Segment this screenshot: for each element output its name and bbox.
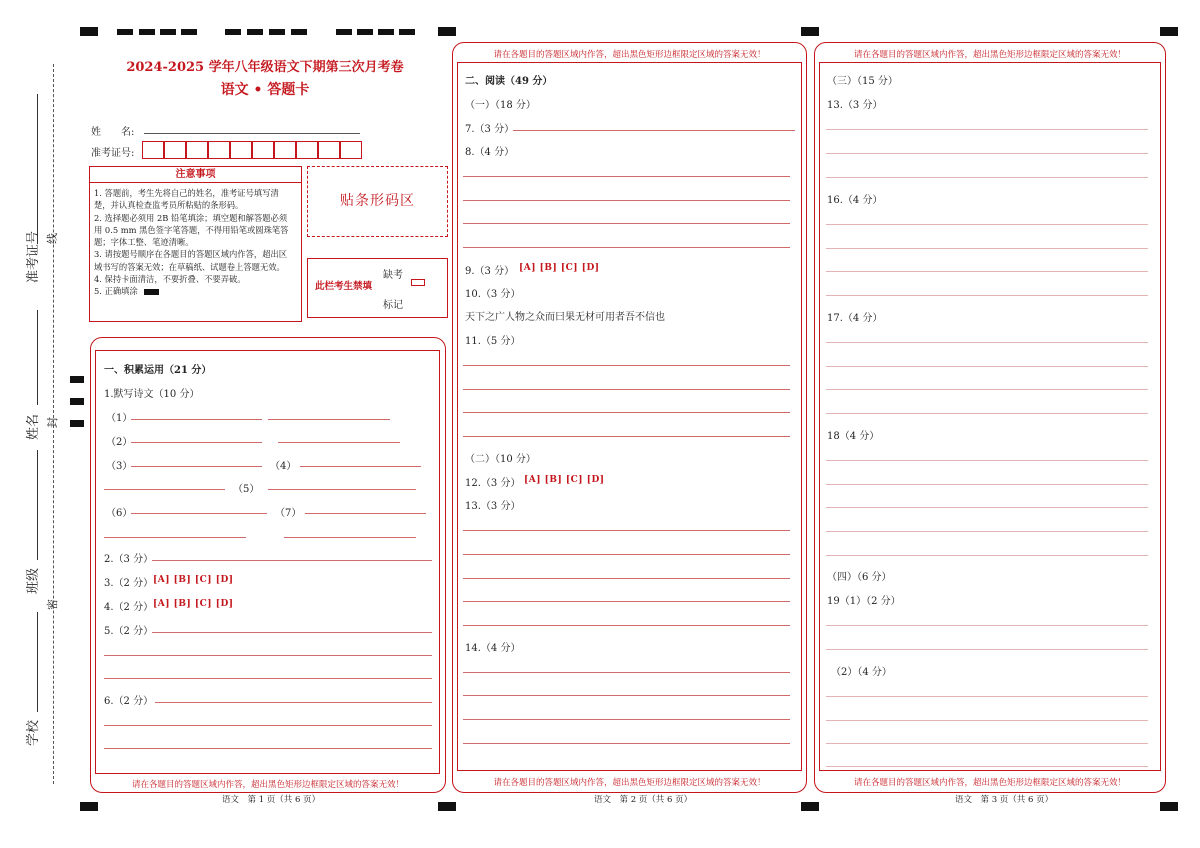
page-footer-3: 语文 第 3 页（共 6 页）	[955, 795, 1054, 805]
timing-mark	[80, 27, 98, 36]
notice-title: 注意事项	[90, 167, 301, 183]
q4-choices[interactable]: [A] [B] [C] [D]	[153, 599, 234, 609]
answer-line[interactable]	[278, 442, 400, 443]
answer-line[interactable]	[826, 224, 1148, 225]
answer-line[interactable]	[463, 601, 790, 602]
notice-item: 5. 正确填涂	[94, 285, 295, 297]
timing-mark	[378, 29, 394, 35]
side-line-id	[37, 94, 38, 244]
answer-line[interactable]	[826, 342, 1148, 343]
answer-line[interactable]	[826, 766, 1148, 767]
answer-line[interactable]	[826, 625, 1148, 626]
answer-line[interactable]	[463, 625, 790, 626]
answer-line[interactable]	[463, 223, 790, 224]
warning-text: 请在各题目的答题区域内作答，超出黑色矩形边框限定区域的答案无效！	[131, 780, 404, 790]
q16-label: 16.（4 分）	[827, 195, 883, 206]
timing-mark	[117, 29, 133, 35]
exam-subtitle: 语文 • 答题卡	[220, 82, 310, 98]
answer-line[interactable]	[826, 153, 1148, 154]
side-label-id: 准考证号	[26, 230, 41, 283]
answer-line[interactable]	[463, 436, 790, 437]
answer-line[interactable]	[463, 365, 790, 366]
blank-label: （4）	[270, 461, 297, 472]
timing-mark	[336, 29, 352, 35]
answer-line[interactable]	[463, 176, 790, 177]
warning-text: 请在各题目的答题区域内作答，超出黑色矩形边框限定区域的答案无效！	[853, 50, 1126, 60]
answer-line[interactable]	[826, 129, 1148, 130]
answer-line[interactable]	[463, 247, 790, 248]
timing-mark	[70, 420, 84, 427]
exam-title: 2024-2025 学年八年级语文下期第三次月考卷	[126, 60, 404, 75]
answer-line[interactable]	[826, 649, 1148, 650]
q10-label: 10.（3 分）	[465, 289, 521, 300]
notice-item: 4. 保持卡面清洁，不要折叠、不要弄破。	[94, 274, 246, 285]
page-footer-1: 语文 第 1 页（共 6 页）	[222, 795, 321, 805]
q12-label: 12.（3 分）	[465, 478, 521, 489]
side-label-name: 姓名	[26, 413, 41, 440]
answer-line[interactable]	[826, 389, 1148, 390]
notice-item: 1. 答题前，考生先将自己的姓名，准考证号填写清楚，并认真检查监考员所粘贴的条形码。	[94, 188, 279, 211]
notice-box	[89, 166, 302, 322]
answer-line[interactable]	[463, 554, 790, 555]
answer-line[interactable]	[826, 177, 1148, 178]
q19b-label: （2）（4 分）	[831, 667, 892, 678]
timing-mark	[357, 29, 373, 35]
timing-mark	[80, 802, 98, 811]
answer-area-2	[457, 62, 802, 771]
answer-line[interactable]	[463, 743, 790, 744]
section1-title: 一、积累运用（21 分）	[104, 365, 212, 376]
answer-line[interactable]	[826, 295, 1148, 296]
answer-line[interactable]	[826, 484, 1148, 485]
notice-list	[90, 183, 301, 298]
answer-line[interactable]	[104, 725, 432, 726]
absent-checkbox[interactable]	[411, 279, 425, 286]
answer-line[interactable]	[826, 413, 1148, 414]
side-label-seal: 封	[46, 417, 59, 428]
answer-line[interactable]	[104, 489, 225, 490]
timing-mark	[139, 29, 155, 35]
mark-label: 标记	[383, 300, 403, 311]
answer-line[interactable]	[152, 560, 432, 561]
q9-label: 9.（3 分）	[465, 266, 515, 277]
answer-line[interactable]	[131, 442, 262, 443]
q4-label: 4.（2 分）	[104, 602, 154, 613]
q17-label: 17.（4 分）	[827, 313, 883, 324]
answer-line[interactable]	[463, 530, 790, 531]
answer-line[interactable]	[826, 531, 1148, 532]
name-input-line[interactable]	[144, 133, 360, 134]
answer-line[interactable]	[463, 200, 790, 201]
answer-line[interactable]	[463, 672, 790, 673]
timing-mark	[225, 29, 241, 35]
q11-label: 11.（5 分）	[465, 336, 521, 347]
section2-title: 二、阅读（49 分）	[465, 76, 553, 87]
side-label-class: 班级	[26, 567, 41, 594]
side-label-secret: 密	[46, 599, 59, 610]
timing-mark	[1160, 802, 1178, 811]
notice-item: 2. 选择题必须用 2B 铅笔填涂；填空题和解答题必须用 0.5 mm 黑色签字笔答题，不得用铅笔或圆珠笔答题；字体工整、笔迹清晰。	[94, 212, 289, 248]
timing-mark	[1160, 27, 1178, 36]
answer-line[interactable]	[463, 412, 790, 413]
side-label-line: 线	[46, 233, 59, 244]
timing-mark	[801, 802, 819, 811]
blank-label: （5）	[233, 484, 260, 495]
q3-label: 3.（2 分）	[104, 578, 154, 589]
blank-label: （1）	[106, 413, 133, 424]
answer-line[interactable]	[463, 719, 790, 720]
q14-label: 14.（4 分）	[465, 643, 521, 654]
answer-line[interactable]	[826, 248, 1148, 249]
warning-text: 请在各题目的答题区域内作答，超出黑色矩形边框限定区域的答案无效！	[493, 50, 766, 60]
q6-label: 6.（2 分）	[104, 696, 154, 707]
filled-sample-icon	[144, 289, 159, 295]
answer-line[interactable]	[268, 419, 390, 420]
q13-label: 13.（3 分）	[465, 501, 521, 512]
answer-line[interactable]	[826, 460, 1148, 461]
blank-label: （3）	[106, 461, 133, 472]
answer-line[interactable]	[284, 537, 416, 538]
answer-line[interactable]	[104, 748, 432, 749]
answer-line[interactable]	[513, 130, 795, 131]
timing-mark	[438, 802, 456, 811]
timing-mark	[70, 376, 84, 383]
timing-mark	[291, 29, 307, 35]
barcode-label: 贴条形码区	[340, 193, 415, 209]
answer-line[interactable]	[463, 389, 790, 390]
answer-line[interactable]	[826, 555, 1148, 556]
timing-mark	[438, 27, 456, 36]
answer-line[interactable]	[463, 695, 790, 696]
answer-line[interactable]	[131, 513, 267, 514]
part2-label: （二）（10 分）	[465, 454, 536, 465]
side-line-school	[37, 612, 38, 712]
absent-label: 缺考	[383, 270, 403, 281]
side-line-name	[37, 310, 38, 405]
q19a-label: 19（1）（2 分）	[827, 596, 901, 607]
q18-label: 18（4 分）	[827, 431, 880, 442]
part4-label: （四）（6 分）	[827, 572, 892, 583]
q9-choices[interactable]: [A] [B] [C] [D]	[519, 263, 600, 273]
q8-label: 8.（4 分）	[465, 147, 515, 158]
side-line-class	[37, 450, 38, 560]
answer-line[interactable]	[131, 419, 262, 420]
answer-line[interactable]	[826, 507, 1148, 508]
answer-line[interactable]	[826, 720, 1148, 721]
answer-line[interactable]	[305, 513, 426, 514]
answer-line[interactable]	[826, 696, 1148, 697]
q2-label: 2.（3 分）	[104, 554, 154, 565]
q12-choices[interactable]: [A] [B] [C] [D]	[524, 475, 605, 485]
answer-line[interactable]	[155, 702, 432, 703]
q3-choices[interactable]: [A] [B] [C] [D]	[153, 575, 234, 585]
answer-line[interactable]	[463, 578, 790, 579]
blank-label: （6）	[106, 508, 133, 519]
timing-mark	[399, 29, 415, 35]
timing-mark	[70, 398, 84, 405]
part3-label: （三）（15 分）	[827, 76, 898, 87]
notice-item: 3. 请按题号顺序在各题目的答题区域内作答，超出区域书写的答案无效；在草稿纸、试题卷上答题无效。	[94, 249, 288, 272]
q5-label: 5.（2 分）	[104, 626, 154, 637]
side-label-school: 学校	[26, 719, 41, 746]
warning-text: 请在各题目的答题区域内作答，超出黑色矩形边框限定区域的答案无效！	[493, 778, 766, 788]
q10-text: 天下之广人物之众而曰果无材可用者吾不信也	[465, 312, 665, 323]
timing-mark	[247, 29, 263, 35]
answer-line[interactable]	[826, 366, 1148, 367]
answer-line[interactable]	[826, 271, 1148, 272]
answer-line[interactable]	[131, 466, 262, 467]
part1-label: （一）（18 分）	[465, 100, 536, 111]
answer-line[interactable]	[104, 678, 432, 679]
answer-line[interactable]	[104, 655, 432, 656]
q1-label: 1.默写诗文（10 分）	[104, 389, 200, 400]
id-label: 准考证号:	[91, 148, 135, 159]
answer-line[interactable]	[268, 489, 416, 490]
blank-label: （7）	[275, 508, 302, 519]
name-label: 姓 名:	[91, 127, 135, 138]
answer-line[interactable]	[300, 466, 421, 467]
timing-mark	[181, 29, 197, 35]
answer-line[interactable]	[104, 537, 246, 538]
answer-line[interactable]	[826, 743, 1148, 744]
forbidden-label: 此栏考生禁填	[315, 281, 373, 292]
answer-line[interactable]	[152, 632, 432, 633]
timing-mark	[160, 29, 176, 35]
timing-mark	[801, 27, 819, 36]
blank-label: （2）	[106, 437, 133, 448]
q7-label: 7.（3 分）	[465, 124, 515, 135]
q13b-label: 13.（3 分）	[827, 100, 883, 111]
warning-text: 请在各题目的答题区域内作答，超出黑色矩形边框限定区域的答案无效！	[853, 778, 1126, 788]
page-footer-2: 语文 第 2 页（共 6 页）	[594, 795, 693, 805]
timing-mark	[269, 29, 285, 35]
